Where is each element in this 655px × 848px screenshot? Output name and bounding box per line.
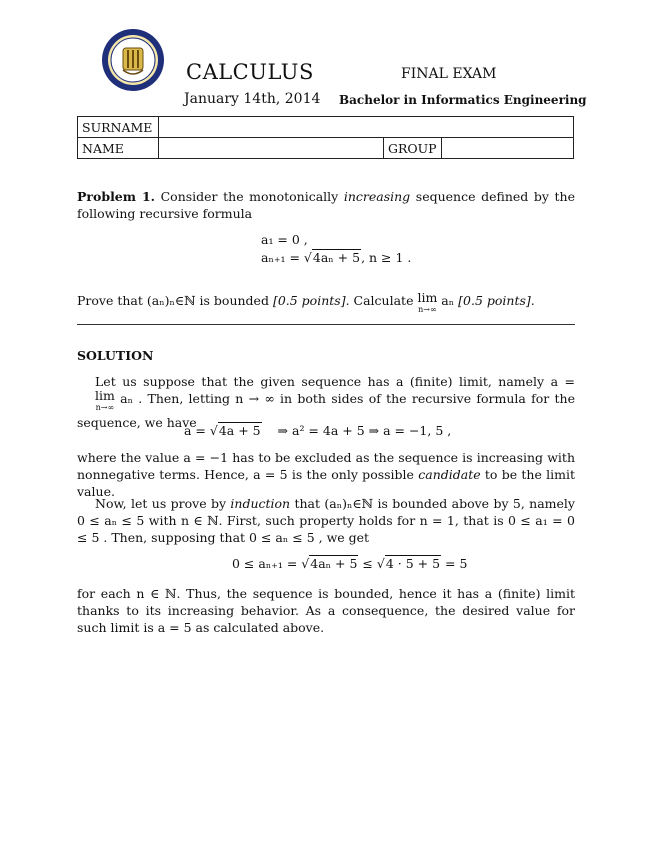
solution-paragraph-4: for each n ∈ ℕ. Thus, the sequence is bounded, hence it has a (finite) limit thanks to its increasing behavior. As a consequence, the desired value for such limit is a = 5 as calculated above. (77, 586, 575, 635)
p3-text-a: Now, let us prove by (95, 496, 227, 511)
eq3-left: a = (184, 423, 206, 438)
degree-name: Bachelor in Informatics Engineering (339, 93, 587, 107)
solution-paragraph-2 (77, 449, 575, 500)
p2-text-a: where the value a = −1 has to be excluded as the sequence is increasing with nonnegative terms. Hence, a = 5 is the only possible (77, 450, 575, 482)
divider-line (77, 324, 575, 325)
equation-limit-candidates: a = √4a + 5 ⇒ a² = 4a + 5 ⇒ a = −1, 5 , (184, 423, 452, 438)
exam-date: January 14th, 2014 (184, 91, 321, 107)
lim-text-2: lim (95, 388, 115, 403)
problem-label: Problem 1. (77, 189, 156, 204)
recursion-right: , n ≥ 1 . (361, 250, 412, 265)
recursion-radicand: 4aₙ + 5 (312, 250, 361, 265)
p1-text-b: aₙ . Then, letting n → ∞ in both sides of the recursive formula for the sequence, we have (77, 391, 575, 430)
lim-subscript-2: n→∞ (95, 403, 115, 412)
p3-emphasis: induction (230, 496, 291, 511)
name-label: NAME (78, 138, 159, 159)
recursion-left: aₙ₊₁ = (261, 250, 300, 265)
task-variable: aₙ (441, 293, 455, 308)
university-seal-logo (101, 28, 165, 92)
surname-field[interactable] (159, 117, 574, 138)
name-field[interactable] (159, 138, 384, 159)
solution-heading: SOLUTION (77, 348, 154, 363)
limit-operator-2 (77, 390, 115, 414)
limit-operator (417, 292, 437, 316)
eq4-radicand-2: 4 · 5 + 5 (385, 556, 441, 571)
lim-text: lim (417, 290, 438, 305)
exam-type: FINAL EXAM (401, 66, 497, 82)
equation-recursion: aₙ₊₁ = √4aₙ + 5, n ≥ 1 . (261, 250, 412, 265)
eq4-right: = 5 (445, 556, 468, 571)
problem-intro-text-2: sequence defined by the following recursive formula (77, 189, 575, 221)
task-text: Prove that (aₙ)ₙ∈ℕ is bounded (77, 293, 269, 308)
lim-subscript: n→∞ (418, 305, 437, 314)
problem-task (77, 292, 575, 316)
equation-bound: 0 ≤ aₙ₊₁ = √4aₙ + 5 ≤ √4 · 5 + 5 = 5 (232, 556, 468, 571)
surname-label: SURNAME (78, 117, 159, 138)
equation-a1: a₁ = 0 , (261, 232, 308, 247)
eq4-left: 0 ≤ aₙ₊₁ = (232, 556, 298, 571)
task-text-2: Calculate (353, 293, 414, 308)
problem-intro-emphasis: increasing (343, 189, 411, 204)
p1-text-a: Let us suppose that the given sequence has a (finite) limit, namely a = (95, 374, 575, 389)
eq3-radicand: 4a + 5 (218, 423, 261, 438)
problem-intro (77, 188, 575, 222)
group-label: GROUP (384, 138, 442, 159)
group-field[interactable] (441, 138, 573, 159)
problem-intro-text: Consider the monotonically (160, 189, 339, 204)
eq4-radicand-1: 4aₙ + 5 (310, 556, 358, 571)
course-title: CALCULUS (186, 60, 314, 84)
eq4-leq: ≤ (362, 556, 373, 571)
eq3-right: ⇒ a² = 4a + 5 ⇒ a = −1, 5 , (277, 423, 452, 438)
student-info-table (77, 116, 574, 159)
points-1: [0.5 points]. (272, 293, 350, 308)
p3-text-b: that (aₙ)ₙ∈ℕ is bounded above by 5, namely 0 ≤ aₙ ≤ 5 with n ∈ ℕ. First, such property holds for n = 1, that is 0 ≤ a₁ = 0 ≤ 5 . Then, supposing that 0 ≤ aₙ ≤ 5 , we get (77, 496, 575, 545)
solution-paragraph-3 (77, 495, 575, 546)
p2-emphasis: candidate (418, 467, 481, 482)
points-2: [0.5 points]. (458, 293, 535, 308)
p2-text-b: to be the limit value. (77, 467, 576, 499)
